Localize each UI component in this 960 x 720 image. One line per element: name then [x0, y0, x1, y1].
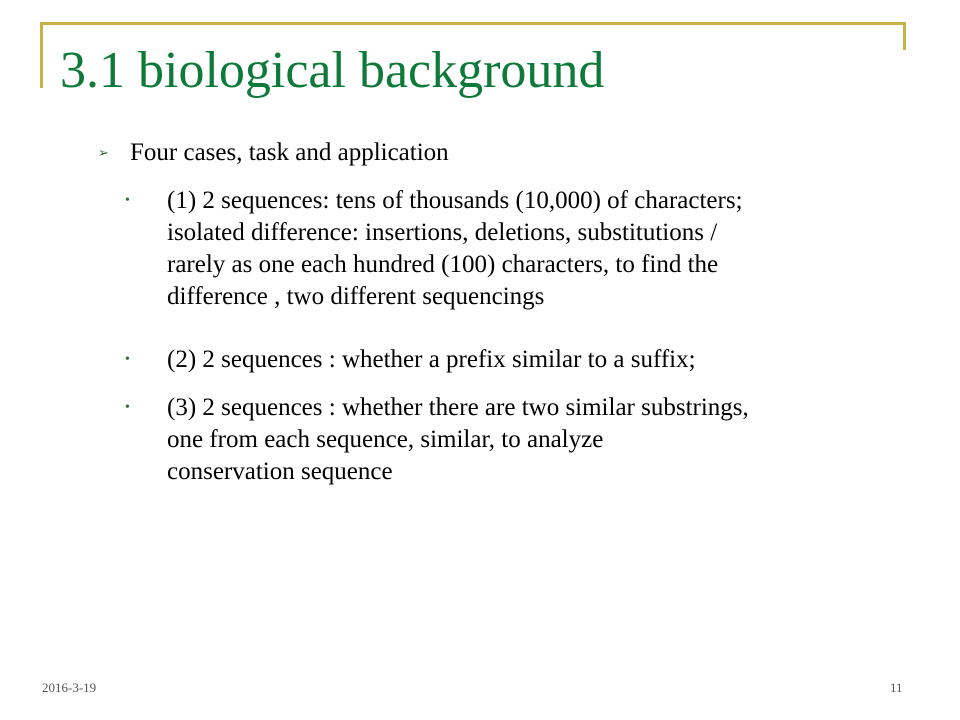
level1-text: Four cases, task and application — [130, 139, 449, 166]
arrow-bullet-icon: ➢ — [98, 145, 109, 160]
text-line: (1) 2 sequences: tens of thousands (10,000) of characters; — [167, 187, 743, 214]
slide-frame-right — [903, 22, 906, 50]
list-item-text — [167, 344, 912, 376]
list-item-text — [167, 392, 912, 488]
text-line: conservation sequence — [167, 458, 393, 485]
slide-title: 3.1 biological background — [60, 42, 605, 99]
text-line: one from each sequence, similar, to analyze — [167, 426, 604, 453]
dot-bullet-icon: • — [125, 400, 130, 415]
list-item-text — [167, 185, 912, 313]
dot-bullet-icon: • — [125, 352, 130, 367]
text-line: rarely as one each hundred (100) characters, to find the — [167, 251, 719, 278]
slide-frame-top — [40, 22, 906, 25]
text-line: (2) 2 sequences : whether a prefix similar to a suffix; — [167, 346, 696, 373]
footer-date: 2016-3-19 — [42, 680, 97, 695]
text-line: isolated difference: insertions, deletions, substitutions / — [167, 219, 718, 246]
text-line: difference , two different sequencings — [167, 283, 545, 310]
slide-frame-left — [40, 22, 43, 88]
page-number: 11 — [890, 680, 903, 695]
dot-bullet-icon: • — [125, 193, 130, 208]
text-line: (3) 2 sequences : whether there are two similar substrings, — [167, 394, 749, 421]
